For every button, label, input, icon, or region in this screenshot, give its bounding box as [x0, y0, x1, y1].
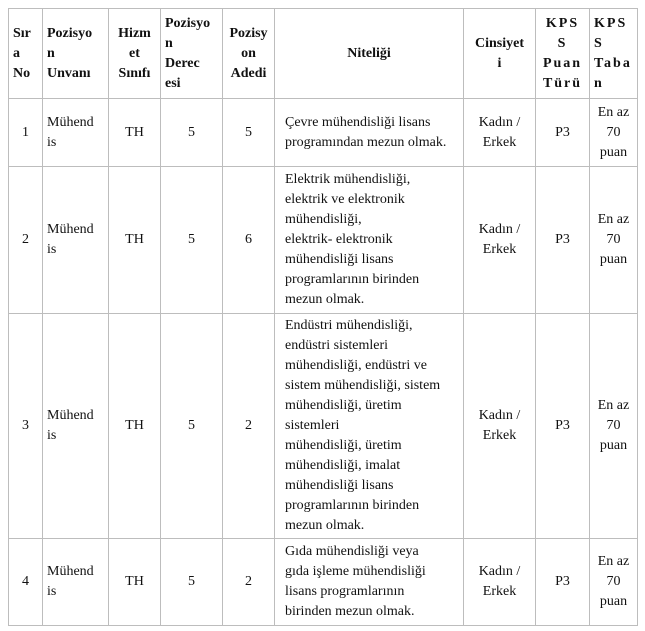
cell-adet: 6: [223, 167, 275, 314]
cell-taban: En az 70 puan: [590, 314, 638, 539]
cell-taban: En az 70 puan: [590, 167, 638, 314]
cell-pozisyon-unvani: Mühend is: [43, 314, 109, 539]
cell-pozisyon-unvani: Mühend is: [43, 99, 109, 167]
table-row: [9, 99, 638, 167]
header-cinsiyet: Cinsiyet i: [464, 9, 536, 99]
table-row: [9, 539, 638, 626]
table-row: [9, 167, 638, 314]
cell-sira-no: 4: [9, 539, 43, 626]
cell-sira-no: 1: [9, 99, 43, 167]
header-hizmet-sinifi: Hizm et Sınıfı: [109, 9, 161, 99]
header-niteligi: Niteliği: [275, 9, 464, 99]
cell-taban: En az 70 puan: [590, 99, 638, 167]
table-row: [9, 314, 638, 539]
cell-cinsiyet: Kadın / Erkek: [464, 167, 536, 314]
cell-niteligi: Gıda mühendisliği veya gıda işleme mühendisliği lisans programlarının birinden mezun olmak.: [275, 539, 464, 626]
header-pozisyon-derecesi: Pozisyo n Derec esi: [161, 9, 223, 99]
header-pozisyon-unvani: Pozisyo n Unvanı: [43, 9, 109, 99]
cell-puan-turu: P3: [536, 314, 590, 539]
cell-hizmet-sinifi: TH: [109, 167, 161, 314]
header-sira-no: Sır a No: [9, 9, 43, 99]
cell-derece: 5: [161, 539, 223, 626]
cell-niteligi: Endüstri mühendisliği, endüstri sistemleri mühendisliği, endüstri ve sistem mühendisliği, sistem mühendisliği, üretim sistemleri mühendisliği, üretim mühendisliği, imalat mühendisliği lisans programlarının birinden mezun olmak.: [275, 314, 464, 539]
cell-niteligi: Çevre mühendisliği lisans programından mezun olmak.: [275, 99, 464, 167]
cell-hizmet-sinifi: TH: [109, 314, 161, 539]
cell-hizmet-sinifi: TH: [109, 539, 161, 626]
header-kpss-taban: KPS S Taba n: [590, 9, 638, 99]
cell-cinsiyet: Kadın / Erkek: [464, 99, 536, 167]
cell-adet: 5: [223, 99, 275, 167]
cell-adet: 2: [223, 539, 275, 626]
cell-cinsiyet: Kadın / Erkek: [464, 539, 536, 626]
header-row: [9, 9, 638, 99]
cell-derece: 5: [161, 314, 223, 539]
cell-puan-turu: P3: [536, 539, 590, 626]
cell-derece: 5: [161, 167, 223, 314]
cell-hizmet-sinifi: TH: [109, 99, 161, 167]
cell-puan-turu: P3: [536, 99, 590, 167]
header-pozisyon-adedi: Pozisy on Adedi: [223, 9, 275, 99]
cell-cinsiyet: Kadın / Erkek: [464, 314, 536, 539]
header-kpss-puan-turu: KPS S Puan Türü: [536, 9, 590, 99]
cell-pozisyon-unvani: Mühend is: [43, 539, 109, 626]
cell-pozisyon-unvani: Mühend is: [43, 167, 109, 314]
cell-taban: En az 70 puan: [590, 539, 638, 626]
cell-sira-no: 3: [9, 314, 43, 539]
cell-sira-no: 2: [9, 167, 43, 314]
cell-adet: 2: [223, 314, 275, 539]
cell-niteligi: Elektrik mühendisliği, elektrik ve elektronik mühendisliği, elektrik- elektronik mühendisliği lisans programlarının birinden mezun olmak.: [275, 167, 464, 314]
cell-puan-turu: P3: [536, 167, 590, 314]
positions-table: [8, 8, 638, 626]
cell-derece: 5: [161, 99, 223, 167]
